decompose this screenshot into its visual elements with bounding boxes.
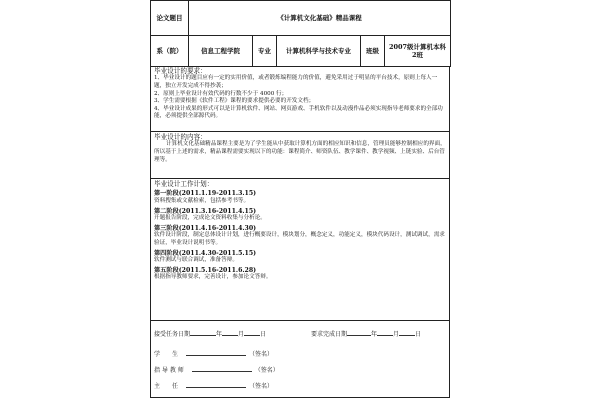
year-label: 年	[216, 331, 223, 338]
requirements-section	[150, 66, 450, 131]
month-label: 月	[238, 331, 245, 338]
finish-date-label: 要求完成日期	[311, 331, 348, 338]
major-value: 计算机科学与技术专业	[277, 36, 361, 67]
plan-heading: 毕业设计工作计划：	[154, 180, 214, 188]
student-sign-row	[154, 349, 273, 359]
signature-section	[150, 320, 450, 398]
plan-section	[150, 178, 450, 320]
class-value: 2007级计算机本科2班	[385, 36, 451, 67]
header-table	[150, 0, 451, 67]
year-label: 年	[371, 331, 378, 338]
topic-label: 论文题目	[151, 1, 189, 36]
stage-desc: 软件设计阶段，制定总体设计计划，进行概要设计，模块划分，概念定义，功能定义，模块代码设计，测试调试，需求验证，毕业设计说明书等。	[154, 232, 445, 246]
topic-value: 《计算机文化基础》精品课程	[189, 1, 451, 36]
content-text: 计算机文化基础精品课程主要是为了学生能从中获取计算机方面的相应知识和信息，管理员能够控制相应的界面，所以基于上述的需求，精品课程需要实现以下的功能：课程简介、师资队伍、教学课件、教学视频、上链实验、后台管理等。	[154, 141, 446, 163]
stage-title: 第二阶段(2011.3.16-2011.4.15)	[154, 207, 257, 215]
advisor-sign-row	[154, 365, 279, 375]
director-sign-row	[154, 381, 273, 391]
content-section	[150, 131, 450, 178]
dept-value: 信息工程学院	[189, 36, 253, 67]
assignment-sheet	[150, 0, 450, 400]
dept-label: 系（院）	[151, 36, 189, 67]
sign-note: （签名）	[249, 351, 274, 358]
stage-desc: 资料搜集或文献检索，包括参考书等。	[154, 198, 250, 204]
requirements-heading: 毕业设计的要求：	[154, 67, 207, 75]
content-heading: 毕业设计的内容：	[154, 133, 207, 141]
finish-date-row	[311, 329, 421, 339]
requirement-item: 1、毕业设计的题目应有一定的实用价值，或者锻炼编程能力的价值，避免采用过于明显的平台技术，原则上每人一题，独立开发完成不得抄袭；	[154, 75, 438, 89]
requirement-item: 2、原则上毕业设计有效代码的行数不少于 4000 行；	[154, 90, 288, 97]
requirement-item: 4、毕业设计成果的形式可以是计算机软件、网站、网页游戏、手机软件以及动漫作品必须实现指导老师要求的全部功能，必须提供全部源代码。	[154, 105, 443, 120]
major-label: 专业	[253, 36, 277, 67]
stage-title: 第五阶段(2011.5.16-2011.6.28)	[154, 266, 257, 274]
stage-desc: 软件测试与联合调试，准备答辩。	[154, 257, 238, 264]
advisor-label: 指 导 教 师	[154, 367, 184, 374]
sign-note: （签名）	[249, 383, 274, 390]
student-label: 学 生	[154, 351, 179, 358]
month-label: 月	[393, 331, 400, 338]
day-label: 日	[415, 331, 422, 338]
stage-desc: 根据指导教师要求，完善设计，参加论文答辩。	[154, 274, 272, 281]
stage-title: 第一阶段(2011.1.19-2011.3.15)	[154, 190, 257, 198]
class-label: 班级	[361, 36, 385, 67]
accept-date-row	[154, 329, 266, 339]
day-label: 日	[260, 331, 267, 338]
director-label: 主 任	[154, 383, 179, 390]
requirement-item: 3、学生需要根据《软件工程》课程的要求提供必要的开发文档；	[154, 98, 315, 105]
stage-desc: 开题报告阶段，完成论文资料收集与分析论。	[154, 215, 266, 222]
accept-date-label: 接受任务日期	[154, 331, 191, 338]
stage-title: 第三阶段(2011.4.16-2011.4.30)	[154, 224, 257, 232]
sign-note: （签名）	[254, 367, 279, 374]
stage-title: 第四阶段(2011.4.30-2011.5.15)	[154, 249, 257, 257]
